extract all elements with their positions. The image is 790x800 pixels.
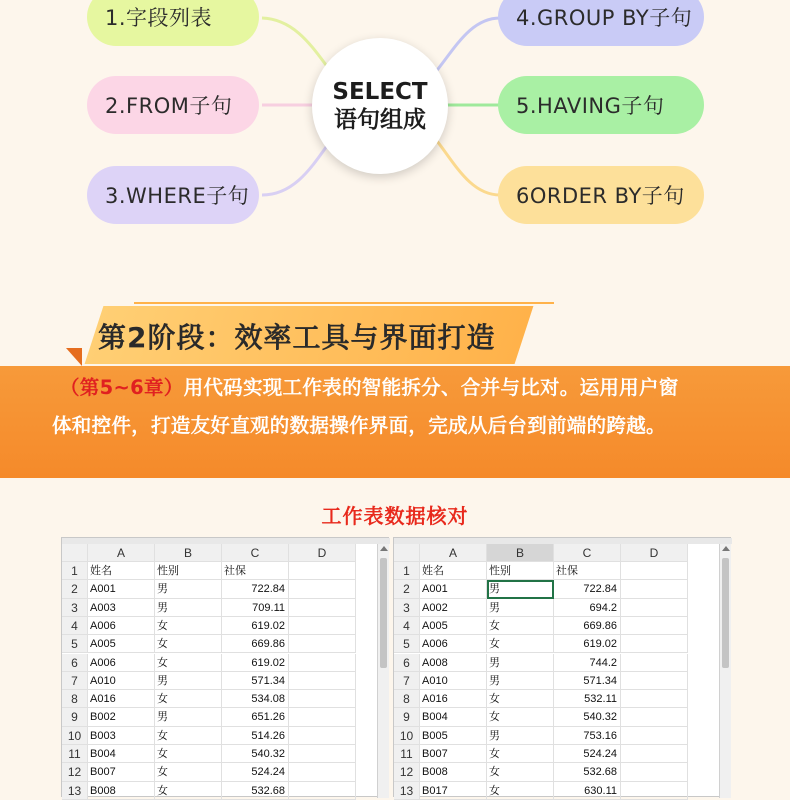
sheet-cell[interactable]: A016 [88,690,155,708]
sheet-cell[interactable]: B007 [88,763,155,781]
heading-corner-decoration [66,348,82,366]
mindmap-item-from: 2.FROM子句 [87,76,259,134]
stage-description-band [0,366,790,478]
sheet-cell[interactable]: A008 [420,654,487,672]
sheet-cell[interactable]: B017 [420,782,487,800]
row-number[interactable]: 13 [62,782,88,800]
sheet-cell[interactable]: 571.34 [554,672,621,690]
scrollbar-thumb[interactable] [380,558,387,668]
sheet-cell-empty[interactable] [621,562,688,580]
chapter-range: （第5~6章） [60,376,184,399]
sheet-cell[interactable]: 男 [155,708,222,726]
spreadsheet-right[interactable] [393,537,731,797]
sheet-cell-empty[interactable] [621,690,688,708]
sheet-cell-empty[interactable] [621,599,688,617]
sheet-cell[interactable]: 社保 [554,562,621,580]
sheet-cell[interactable]: A001 [420,580,487,598]
row-number[interactable]: 9 [62,708,88,726]
sheet-cell-empty[interactable] [289,672,356,690]
mindmap-item-where: 3.WHERE子句 [87,166,259,224]
sheet-cell[interactable]: 男 [487,672,554,690]
vertical-scrollbar[interactable] [377,544,389,798]
sheet-cell[interactable]: 女 [155,617,222,635]
sheet-cell-empty[interactable] [289,782,356,800]
sheet-cell[interactable]: A010 [88,672,155,690]
sheet-cell[interactable]: 男 [487,599,554,617]
sheet-cell-empty[interactable] [289,580,356,598]
row-number[interactable]: 4 [62,617,88,635]
mindmap-item-order-by: 6ORDER BY子句 [498,166,704,224]
sheet-cell-empty[interactable] [621,763,688,781]
sheet-cell[interactable]: 744.2 [554,654,621,672]
scrollbar-thumb[interactable] [722,558,729,668]
heading-top-line [134,302,554,304]
sheet-cell-empty[interactable] [621,617,688,635]
row-number[interactable]: 8 [62,690,88,708]
sheet-cell[interactable]: 女 [487,708,554,726]
sheet-cell-empty[interactable] [621,672,688,690]
sheet-cell[interactable]: 709.11 [222,599,289,617]
sheet-cell-empty[interactable] [621,580,688,598]
sheet-cell-empty[interactable] [621,782,688,800]
sheet-cell[interactable]: 534.08 [222,690,289,708]
sql-mindmap [0,0,790,250]
center-line-1: SELECT [332,79,428,105]
sheet-cell-empty[interactable] [621,635,688,653]
row-number[interactable]: 3 [62,599,88,617]
row-number[interactable]: 7 [394,672,420,690]
column-header-d[interactable]: D [621,544,688,562]
sheet-cell[interactable]: 532.68 [554,763,621,781]
row-number[interactable]: 12 [62,763,88,781]
stage-title: 第2阶段：效率工具与界面打造 [98,321,496,354]
sheet-cell[interactable]: 姓名 [420,562,487,580]
row-number[interactable]: 6 [62,654,88,672]
sheet-cell[interactable]: A002 [420,599,487,617]
column-header-a[interactable]: A [420,544,487,562]
sheet-cell[interactable]: 722.84 [554,580,621,598]
sheet-cell[interactable]: 女 [155,763,222,781]
row-number[interactable]: 2 [62,580,88,598]
sheet-cell[interactable]: 630.11 [554,782,621,800]
sheet-cell[interactable]: 571.34 [222,672,289,690]
mindmap-item-having: 5.HAVING子句 [498,76,704,134]
sheet-cell[interactable]: B004 [88,745,155,763]
sheet-cell[interactable]: 男 [155,672,222,690]
sheet-cell[interactable]: 男 [487,654,554,672]
sheet-cell-empty[interactable] [621,654,688,672]
sheet-cell[interactable]: 514.26 [222,727,289,745]
sheet-cell[interactable]: 女 [487,763,554,781]
row-number[interactable]: 8 [394,690,420,708]
row-number[interactable]: 13 [394,782,420,800]
row-number[interactable]: 3 [394,599,420,617]
sheet-cell[interactable]: B008 [420,763,487,781]
sheet-cell-empty[interactable] [289,763,356,781]
row-number[interactable]: 11 [62,745,88,763]
vertical-scrollbar[interactable] [719,544,731,798]
sheet-cell-empty[interactable] [289,599,356,617]
sheet-cell[interactable]: 女 [155,654,222,672]
column-header-a[interactable]: A [88,544,155,562]
row-number[interactable]: 5 [394,635,420,653]
sheet-cell[interactable]: 524.24 [222,763,289,781]
select-all-corner[interactable] [62,544,88,562]
row-number[interactable]: 5 [62,635,88,653]
sheet-cell[interactable]: 女 [155,635,222,653]
column-header-b[interactable]: B [487,544,554,562]
sheet-cell[interactable]: 性别 [487,562,554,580]
select-all-corner[interactable] [394,544,420,562]
mindmap-center-node [312,38,448,174]
sheet-cell[interactable]: 性别 [155,562,222,580]
sheet-cell[interactable]: 753.16 [554,727,621,745]
sheet-cell[interactable]: 540.32 [222,745,289,763]
sheet-cell[interactable]: 女 [487,745,554,763]
sheet-cell[interactable]: 540.32 [554,708,621,726]
sheet-cell[interactable]: A010 [420,672,487,690]
sheet-cell-empty[interactable] [621,745,688,763]
sheet-cell-empty[interactable] [289,617,356,635]
sheet-cell-empty[interactable] [289,727,356,745]
sheet-cell-empty[interactable] [621,727,688,745]
sheet-cell[interactable]: A003 [88,599,155,617]
sheet-cell[interactable]: 619.02 [222,654,289,672]
stage-description-line-2: 体和控件，打造友好直观的数据操作界面，完成从后台到前端的跨越。 [52,414,666,437]
sheet-cell[interactable]: 女 [487,617,554,635]
column-header-b[interactable]: B [155,544,222,562]
column-header-c[interactable]: C [554,544,621,562]
sheet-cell[interactable]: A001 [88,580,155,598]
row-number[interactable]: 10 [62,727,88,745]
sheet-cell[interactable]: 722.84 [222,580,289,598]
spreadsheet-left[interactable] [61,537,389,797]
sheet-cell[interactable]: A006 [88,654,155,672]
sheet-cell[interactable]: A005 [420,617,487,635]
sheet-cell[interactable]: A006 [88,617,155,635]
sheet-cell[interactable]: 女 [487,782,554,800]
sheet-cell[interactable]: B004 [420,708,487,726]
sheet-cell[interactable]: 男 [155,580,222,598]
sheet-cell-empty[interactable] [621,708,688,726]
sheet-cell[interactable]: 男 [155,599,222,617]
row-number[interactable]: 6 [394,654,420,672]
sheet-cell[interactable]: 669.86 [554,617,621,635]
sheet-cell[interactable]: 社保 [222,562,289,580]
sheet-cell[interactable]: B002 [88,708,155,726]
column-header-c[interactable]: C [222,544,289,562]
sheet-cell[interactable]: 女 [155,782,222,800]
mindmap-item-group-by: 4.GROUP BY子句 [498,0,704,46]
sheet-cell[interactable]: 651.26 [222,708,289,726]
sheet-cell[interactable]: 女 [155,727,222,745]
row-number[interactable]: 11 [394,745,420,763]
column-header-d[interactable]: D [289,544,356,562]
sheet-cell[interactable]: 532.11 [554,690,621,708]
row-number[interactable]: 4 [394,617,420,635]
sheet-cell[interactable]: 619.02 [554,635,621,653]
row-number[interactable]: 9 [394,708,420,726]
stage-heading [84,306,534,364]
sheet-cell[interactable]: 532.68 [222,782,289,800]
scroll-up-arrow-icon[interactable] [380,546,388,551]
sheet-cell[interactable]: B005 [420,727,487,745]
sheet-cell-empty[interactable] [289,654,356,672]
sheet-cell[interactable]: A016 [420,690,487,708]
row-number[interactable]: 1 [394,562,420,580]
scroll-up-arrow-icon[interactable] [722,546,730,551]
sheet-cell[interactable]: 694.2 [554,599,621,617]
sheet-cell[interactable]: B007 [420,745,487,763]
sheet-cell-empty[interactable] [289,690,356,708]
sheet-cell[interactable]: 女 [155,745,222,763]
row-number[interactable]: 10 [394,727,420,745]
row-number[interactable]: 12 [394,763,420,781]
stage-description-line-1 [60,372,679,400]
sheet-cell[interactable]: A006 [420,635,487,653]
row-number[interactable]: 7 [62,672,88,690]
sheet-cell-empty[interactable] [289,745,356,763]
sheet-cell[interactable]: 男 [487,727,554,745]
sheet-cell[interactable]: B003 [88,727,155,745]
sheet-cell-empty[interactable] [289,562,356,580]
stage-description-line-1-text: 用代码实现工作表的智能拆分、合并与比对。运用用户窗 [183,376,679,399]
sheet-cell[interactable]: 女 [155,690,222,708]
row-number[interactable]: 2 [394,580,420,598]
sheet-cell[interactable]: 669.86 [222,635,289,653]
sheet-cell[interactable]: 619.02 [222,617,289,635]
row-number[interactable]: 1 [62,562,88,580]
sheet-cell[interactable]: B008 [88,782,155,800]
sheet-cell-empty[interactable] [289,708,356,726]
sheet-cell[interactable]: 524.24 [554,745,621,763]
sheet-cell[interactable]: 男 [487,580,554,598]
center-line-2: 语句组成 [334,107,426,133]
sheet-cell[interactable]: 女 [487,690,554,708]
sheet-cell-empty[interactable] [289,635,356,653]
sheet-cell[interactable]: A005 [88,635,155,653]
sheet-cell[interactable]: 姓名 [88,562,155,580]
sheet-cell[interactable]: 女 [487,635,554,653]
table-section-title: 工作表数据核对 [321,504,469,528]
mindmap-item-field-list: 1.字段列表 [87,0,259,46]
